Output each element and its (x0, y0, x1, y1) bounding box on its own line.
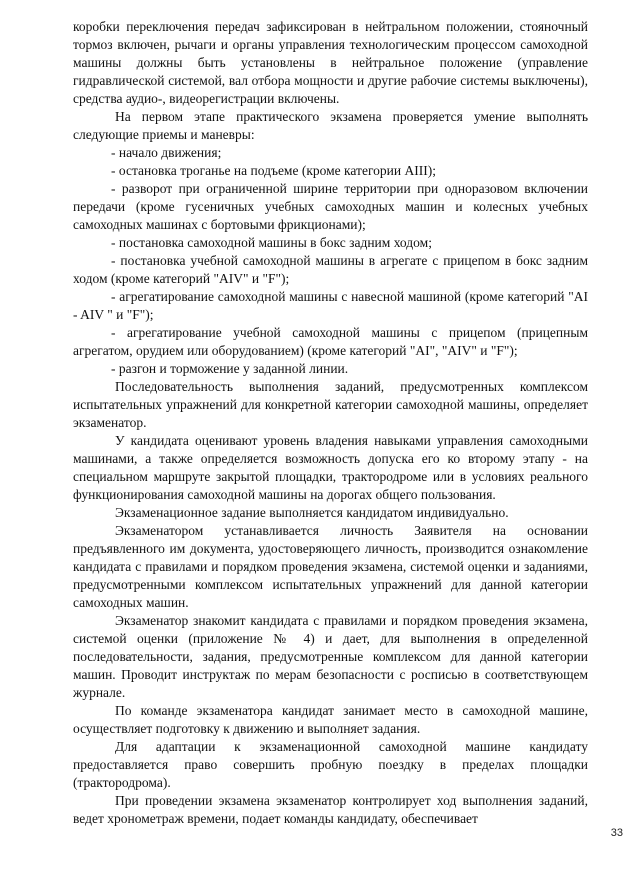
document-body (73, 18, 588, 828)
list-item: - агрегатирование самоходной машины с навесной машиной (кроме категорий "AI - AIV " и "F"); (73, 289, 588, 322)
paragraph-briefing: Экзаменатор знакомит кандидата с правилами и порядком проведения экзамена, системой оценки (приложение № 4) и дает, для выполнения в определенной последовательности, задания, предусмотренные комплексом для данной категории машин. Проводит инструктаж по мерам безопасности с росписью в соответствующем журнале. (73, 613, 588, 700)
paragraph-first-stage: На первом этапе практического экзамена проверяется умение выполнять следующие приемы и маневры: (73, 109, 588, 142)
page-number: 33 (610, 827, 623, 839)
paragraph-identity: Экзаменатором устанавливается личность Заявителя на основании предъявленного им документа, удостоверяющего личность, производится ознакомление кандидата с правилами и порядком проведения экзамена, системой оценки и заданиями, предусмотренными комплексом испытательных упражнений для данной категории самоходных машин. (73, 523, 588, 610)
list-item: - агрегатирование учебной самоходной машины с прицепом (прицепным агрегатом, орудием или оборудованием) (кроме категорий "AI", "AIV" и "F"); (73, 325, 588, 358)
paragraph-adaptation: Для адаптации к экзаменационной самоходной машине кандидату предоставляется право совершить пробную поездку в пределах площадки (трактородрома). (73, 739, 588, 790)
list-item: - постановка самоходной машины в бокс задним ходом; (111, 235, 432, 250)
list-item: - разгон и торможение у заданной линии. (111, 361, 349, 376)
list-item: - начало движения; (111, 145, 222, 160)
paragraph-assessment: У кандидата оценивают уровень владения навыками управления самоходными машинами, а также определяется возможность допуска его ко второму этапу - на специальном маршруте закрытой площадки, трактородроме или в условиях реального функционирования самоходной машины на дорогах общего пользования. (73, 433, 588, 502)
paragraph-individual: Экзаменационное задание выполняется кандидатом индивидуально. (115, 505, 509, 520)
list-item: - остановка троганье на подъеме (кроме категории AIII); (111, 163, 436, 178)
paragraph-continuation: коробки переключения передач зафиксирован в нейтральном положении, стояночный тормоз включен, рычаги и органы управления технологическим процессом самоходной машины должны быть установлены в нейтральное положение (управление гидравлической системой, вал отбора мощности и другие рабочие системы выключены), средства аудио-, видеорегистрации включены. (73, 19, 588, 106)
paragraph-command: По команде экзаменатора кандидат занимает место в самоходной машине, осуществляет подготовку к движению и выполняет задания. (73, 703, 588, 736)
list-item: - постановка учебной самоходной машины в агрегате с прицепом в бокс задним ходом (кроме категорий "AIV" и "F"); (73, 253, 588, 286)
paragraph-control: При проведении экзамена экзаменатор контролирует ход выполнения заданий, ведет хронометраж времени, подает команды кандидату, обеспечивает (73, 793, 588, 826)
list-item: - разворот при ограниченной ширине территории при одноразовом включении передачи (кроме гусеничных учебных самоходных машин и колесных учебных самоходных машинах с бортовыми фрикционами); (73, 181, 588, 232)
paragraph-sequence: Последовательность выполнения заданий, предусмотренных комплексом испытательных упражнений для конкретной категории самоходной машины, определяет экзаменатор. (73, 379, 588, 430)
